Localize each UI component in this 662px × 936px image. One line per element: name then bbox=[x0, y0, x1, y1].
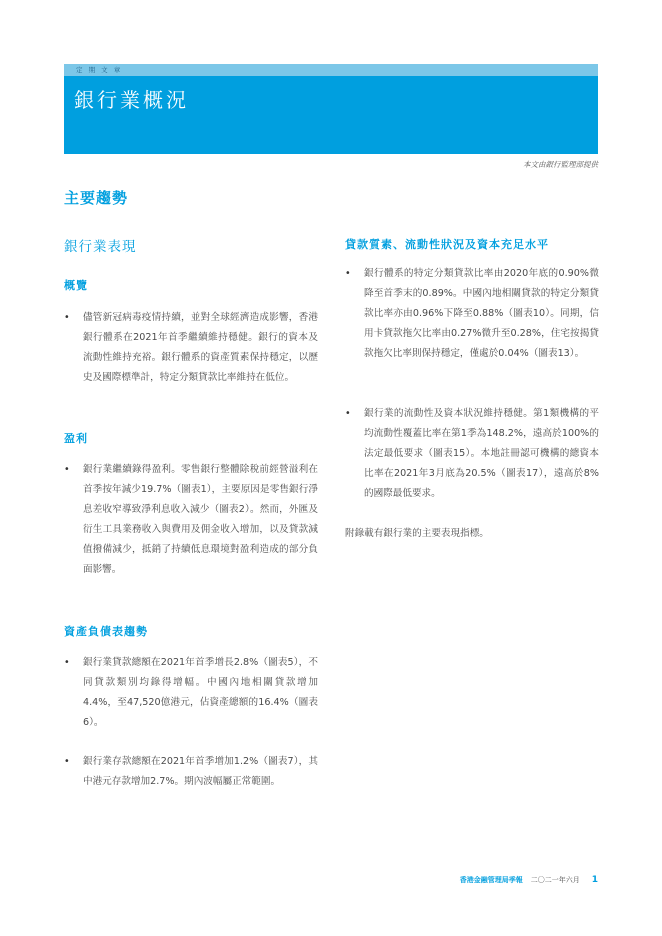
bullet-text: 銀行業存款總額在2021年首季增加1.2%（圖表7），其中港元存款增加2.7%。期內波幅屬正常範圍。 bbox=[83, 756, 318, 787]
bullet-dot: • bbox=[345, 268, 351, 279]
header-top-strip bbox=[64, 64, 598, 76]
bullet-text: 銀行業貸款總額在2021年首季增長2.8%（圖表5），不同貸款類別均錄得增幅。中國內地相關貸款增加4.4%，至47,520億港元，佔資產總額的16.4%（圖表6）。 bbox=[83, 657, 318, 728]
page-title: 銀行業概況 bbox=[74, 88, 189, 112]
section-heading: 主要趨勢 bbox=[64, 189, 129, 207]
bullet-dot: • bbox=[345, 408, 351, 419]
article-credit: 本文由銀行監理部提供 bbox=[523, 160, 598, 169]
bullet-text: 銀行業繼續錄得盈利。零售銀行整體除稅前經營溢利在首季按年減少19.7%（圖表1），主要原因是零售銀行淨息差收窄導致淨利息收入減少（圖表2）。然而，外匯及衍生工具業務收入與費用及佣金收入增加，以及貸款減值撥備減少，抵銷了持續低息環境對盈利造成的部分負面影響。 bbox=[83, 464, 318, 575]
liquidity-capital-bullet bbox=[345, 404, 599, 504]
banking-performance-heading: 銀行業表現 bbox=[64, 239, 137, 255]
bullet-dot: • bbox=[64, 657, 70, 668]
footer-publication: 香港金融管理局季報 bbox=[459, 876, 523, 884]
overview-bullet bbox=[64, 308, 318, 388]
asset-quality-bullet bbox=[345, 264, 599, 364]
footer-date: 二〇二一年六月 bbox=[530, 876, 580, 884]
asset-quality-heading: 貸款質素、流動性狀況及資本充足水平 bbox=[345, 238, 549, 251]
bullet-text: 銀行體系的特定分類貸款比率由2020年底的0.90%微降至首季末的0.89%。中國內地相關貸款的特定分類貸款比率亦由0.96%下降至0.88%（圖表10）。同期，信用卡貸款拖欠比率由0.27%微升至0.28%，住宅按揭貸款拖欠比率則保持穩定，僅處於0.04%（圖表13）。 bbox=[364, 268, 599, 359]
bullet-text: 儘管新冠病毒疫情持續，並對全球經濟造成影響，香港銀行體系在2021年首季繼續維持穩健。銀行的資本及流動性維持充裕。銀行體系的資產質素保持穩定，以歷史及國際標準計，特定分類貸款比率維持在低位。 bbox=[83, 312, 318, 383]
profit-bullet bbox=[64, 460, 318, 580]
bullet-text: 銀行業的流動性及資本狀況維持穩健。第1類機構的平均流動性覆蓋比率在第1季為148.2%，遠高於100%的法定最低要求（圖表15）。本地註冊認可機構的總資本比率在2021年3月底為20.5%（圖表17），遠高於8%的國際最低要求。 bbox=[364, 408, 599, 499]
appendix-note: 附錄載有銀行業的主要表現指標。 bbox=[345, 528, 489, 539]
page-footer bbox=[460, 875, 598, 885]
page-number: 1 bbox=[591, 875, 598, 885]
profit-heading: 盈利 bbox=[64, 432, 88, 445]
balance-bullet-deposits bbox=[64, 752, 318, 792]
bullet-dot: • bbox=[64, 464, 70, 475]
balance-bullet-loans bbox=[64, 653, 318, 733]
article-kicker: 定 期 文 章 bbox=[76, 66, 123, 74]
balance-sheet-heading: 資產負債表趨勢 bbox=[64, 625, 148, 638]
overview-heading: 概覽 bbox=[64, 279, 88, 292]
bullet-dot: • bbox=[64, 756, 70, 767]
bullet-dot: • bbox=[64, 312, 70, 323]
